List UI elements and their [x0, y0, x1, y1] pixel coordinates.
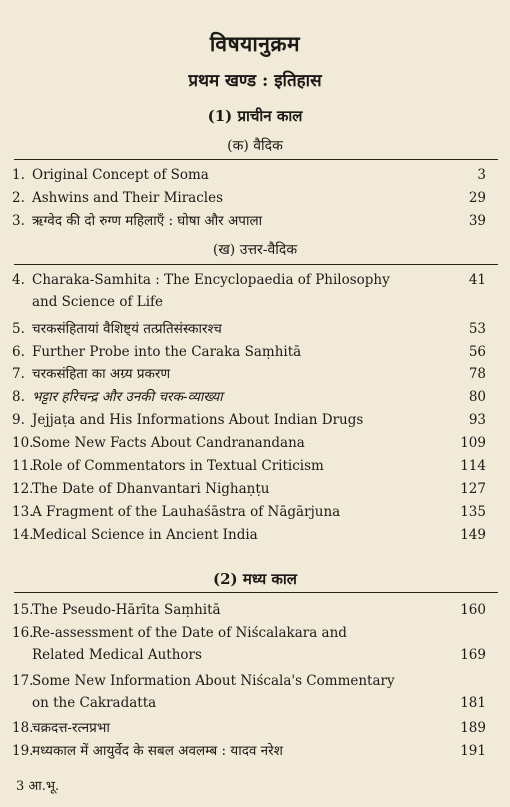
entry-number: 2.	[12, 190, 25, 206]
entry-title: Charaka-Samhita : The Encyclopaedia of Philosophy	[32, 272, 390, 288]
entry-number: 19.	[12, 743, 34, 759]
entry-title: Re-assessment of the Date of Niścalakara and	[32, 625, 347, 641]
entry-page: 29	[468, 190, 486, 206]
entry-number: 3.	[12, 213, 25, 229]
entry-title-continued: on the Cakradatta	[32, 695, 157, 711]
entry-number: 9.	[12, 412, 25, 428]
entry-title: Original Concept of Soma	[32, 167, 209, 183]
entry-title: Further Probe into the Caraka Saṃhitā	[32, 344, 302, 360]
entry-page: 189	[460, 720, 486, 736]
entry-title: चरकसंहिता का अग्र्य प्रकरण	[32, 366, 171, 382]
entry-title: Ashwins and Their Miracles	[32, 190, 224, 206]
entry-number: 12.	[12, 481, 34, 497]
entry-title: Medical Science in Ancient India	[32, 527, 258, 543]
entry-page: 41	[468, 272, 486, 288]
entry-page: 149	[460, 527, 486, 543]
entry-page: 169	[460, 647, 486, 663]
entry-page: 160	[460, 602, 486, 618]
entry-page: 53	[468, 321, 486, 337]
entry-title-continued: Related Medical Authors	[32, 647, 202, 663]
divider	[14, 592, 498, 593]
entry-title: चरकसंहितायां वैशिष्ट्यं तत्प्रतिसंस्कारश्च	[32, 321, 222, 337]
entry-number: 11.	[12, 458, 34, 474]
entry-title-continued: and Science of Life	[32, 294, 164, 310]
entry-title: Jejjaṭa and His Informations About Indian Drugs	[32, 412, 364, 428]
entry-number: 7.	[12, 366, 25, 382]
entry-page: 135	[460, 504, 486, 520]
subsection-heading: (क) वैदिक	[227, 138, 283, 154]
divider	[14, 264, 498, 265]
entry-number: 4.	[12, 272, 25, 288]
entry-number: 6.	[12, 344, 25, 360]
section-heading: (1) प्राचीन काल	[207, 107, 303, 125]
entry-page: 191	[460, 743, 486, 759]
entry-number: 17.	[12, 673, 34, 689]
entry-number: 14.	[12, 527, 34, 543]
entry-page: 114	[460, 458, 486, 474]
entry-page: 3	[477, 167, 486, 183]
entry-page: 39	[468, 213, 486, 229]
entry-page: 109	[460, 435, 486, 451]
entry-title: The Date of Dhanvantari Nighaṇṭu	[32, 481, 270, 497]
page-title: विषयानुक्रम	[209, 31, 301, 56]
entry-title: Some New Facts About Candranandana	[32, 435, 305, 451]
entry-page: 56	[468, 344, 486, 360]
entry-page: 80	[468, 389, 486, 405]
entry-title: A Fragment of the Lauhaśāstra of Nāgārjuna	[32, 504, 341, 520]
entry-page: 181	[460, 695, 486, 711]
entry-number: 13.	[12, 504, 34, 520]
entry-title: ऋग्वेद की दो रुग्ण महिलाएँ : घोषा और अपाला	[32, 213, 263, 229]
entry-title: मध्यकाल में आयुर्वेद के सबल अवलम्ब : यादव नरेश	[32, 743, 283, 759]
entry-title: The Pseudo-Hārīta Saṃhitā	[32, 602, 221, 618]
entry-page: 127	[460, 481, 486, 497]
divider	[14, 159, 498, 160]
entry-number: 5.	[12, 321, 25, 337]
entry-number: 8.	[12, 389, 25, 405]
entry-page: 78	[468, 366, 486, 382]
entry-title: भट्टार हरिचन्द्र और उनकी चरक-व्याख्या	[32, 389, 223, 405]
entry-number: 10.	[12, 435, 34, 451]
subsection-heading: (ख) उत्तर-वैदिक	[212, 242, 298, 258]
entry-title: Some New Information About Niścala's Commentary	[32, 673, 395, 689]
entry-title: Role of Commentators in Textual Criticism	[32, 458, 324, 474]
entry-number: 1.	[12, 167, 25, 183]
part-heading: प्रथम खण्ड : इतिहास	[188, 71, 322, 91]
entry-number: 15.	[12, 602, 34, 618]
entry-number: 16.	[12, 625, 34, 641]
entry-title: चक्रदत्त-रत्नप्रभा	[32, 720, 110, 736]
entry-page: 93	[468, 412, 486, 428]
section-heading: (2) मध्य काल	[213, 570, 297, 588]
entry-number: 18.	[12, 720, 34, 736]
page-signature: 3 आ.भू.	[16, 779, 60, 794]
